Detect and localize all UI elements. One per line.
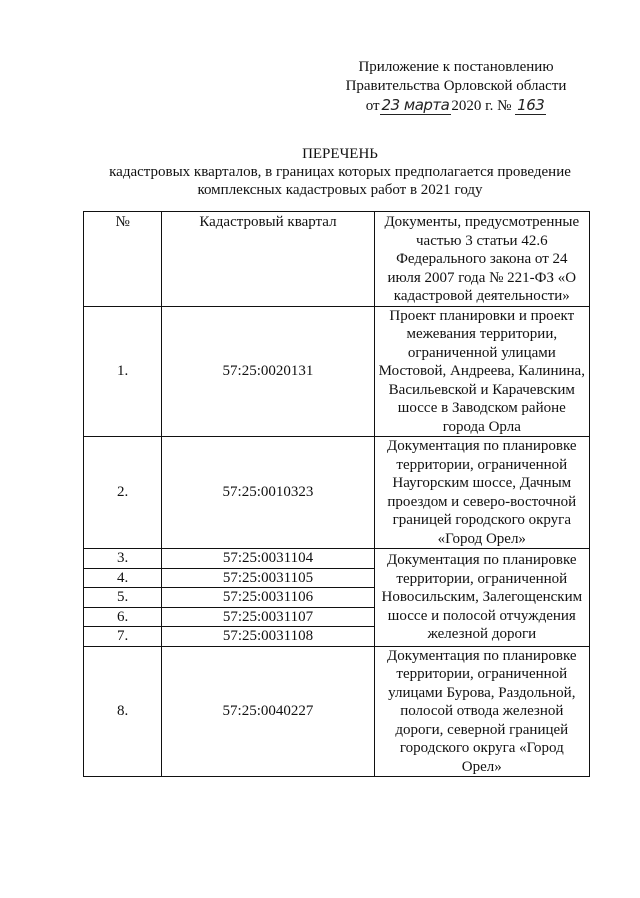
row-documents: Документация по планировке территории, ограниченной Наугорским шоссе, Дачным проездом и северо-восточной границей городского округа «Город Орел» [374,437,589,549]
appendix-header [326,58,586,116]
table-row [84,306,590,437]
handwritten-number: 163 [517,96,545,114]
table-row [84,437,590,549]
appendix-line-1: Приложение к постановлению [358,59,554,75]
row-quarter: 57:25:0031106 [162,588,374,608]
row-quarter: 57:25:0010323 [162,437,374,549]
title-subtitle-line-1: кадастровых кварталов, в границах которых предполагается проведение [109,164,571,180]
header-documents: Документы, предусмотренные частью 3 статьи 42.6 Федерального закона от 24 июля 2007 года № 221-ФЗ «О кадастровой деятельности» [374,212,589,307]
row-quarter: 57:25:0040227 [162,646,374,777]
row-quarter: 57:25:0031107 [162,607,374,627]
row-documents: Проект планировки и проект межевания территории, ограниченной улицами Мостовой, Андреева, Калинина, Васильевской и Карачевским шоссе в Заводском районе города Орла [374,306,589,437]
table-row [84,646,590,777]
appendix-date-line [326,96,586,116]
row-number: 2. [84,437,162,549]
row-quarter: 57:25:0031105 [162,568,374,588]
table-row [84,549,590,569]
row-documents: Документация по планировке территории, ограниченной Новосильским, Залегощенским шоссе и полосой отчуждения железной дороги [374,549,589,647]
row-quarter: 57:25:0031108 [162,627,374,647]
row-documents: Документация по планировке территории, ограниченной улицами Бурова, Раздольной, полосой отвода железной дороги, северной границей городского округа «Город Орел» [374,646,589,777]
row-number: 3. [84,549,162,569]
row-quarter: 57:25:0031104 [162,549,374,569]
document-title [80,145,600,199]
row-number: 8. [84,646,162,777]
cadastral-quarters-table [83,211,590,777]
header-number: № [84,212,162,307]
appendix-year-suffix: 2020 г. № [451,98,512,114]
row-quarter: 57:25:0020131 [162,306,374,437]
row-number: 7. [84,627,162,647]
row-number: 6. [84,607,162,627]
row-number: 5. [84,588,162,608]
handwritten-date: 23 марта [381,96,450,114]
row-number: 1. [84,306,162,437]
appendix-line-2: Правительства Орловской области [345,78,567,94]
title-subtitle-line-2: комплексных кадастровых работ в 2021 году [197,182,483,198]
row-number: 4. [84,568,162,588]
table-header-row [84,212,590,307]
header-quarter: Кадастровый квартал [162,212,374,307]
appendix-date-prefix: от [365,98,380,114]
title-heading: ПЕРЕЧЕНЬ [302,146,378,162]
